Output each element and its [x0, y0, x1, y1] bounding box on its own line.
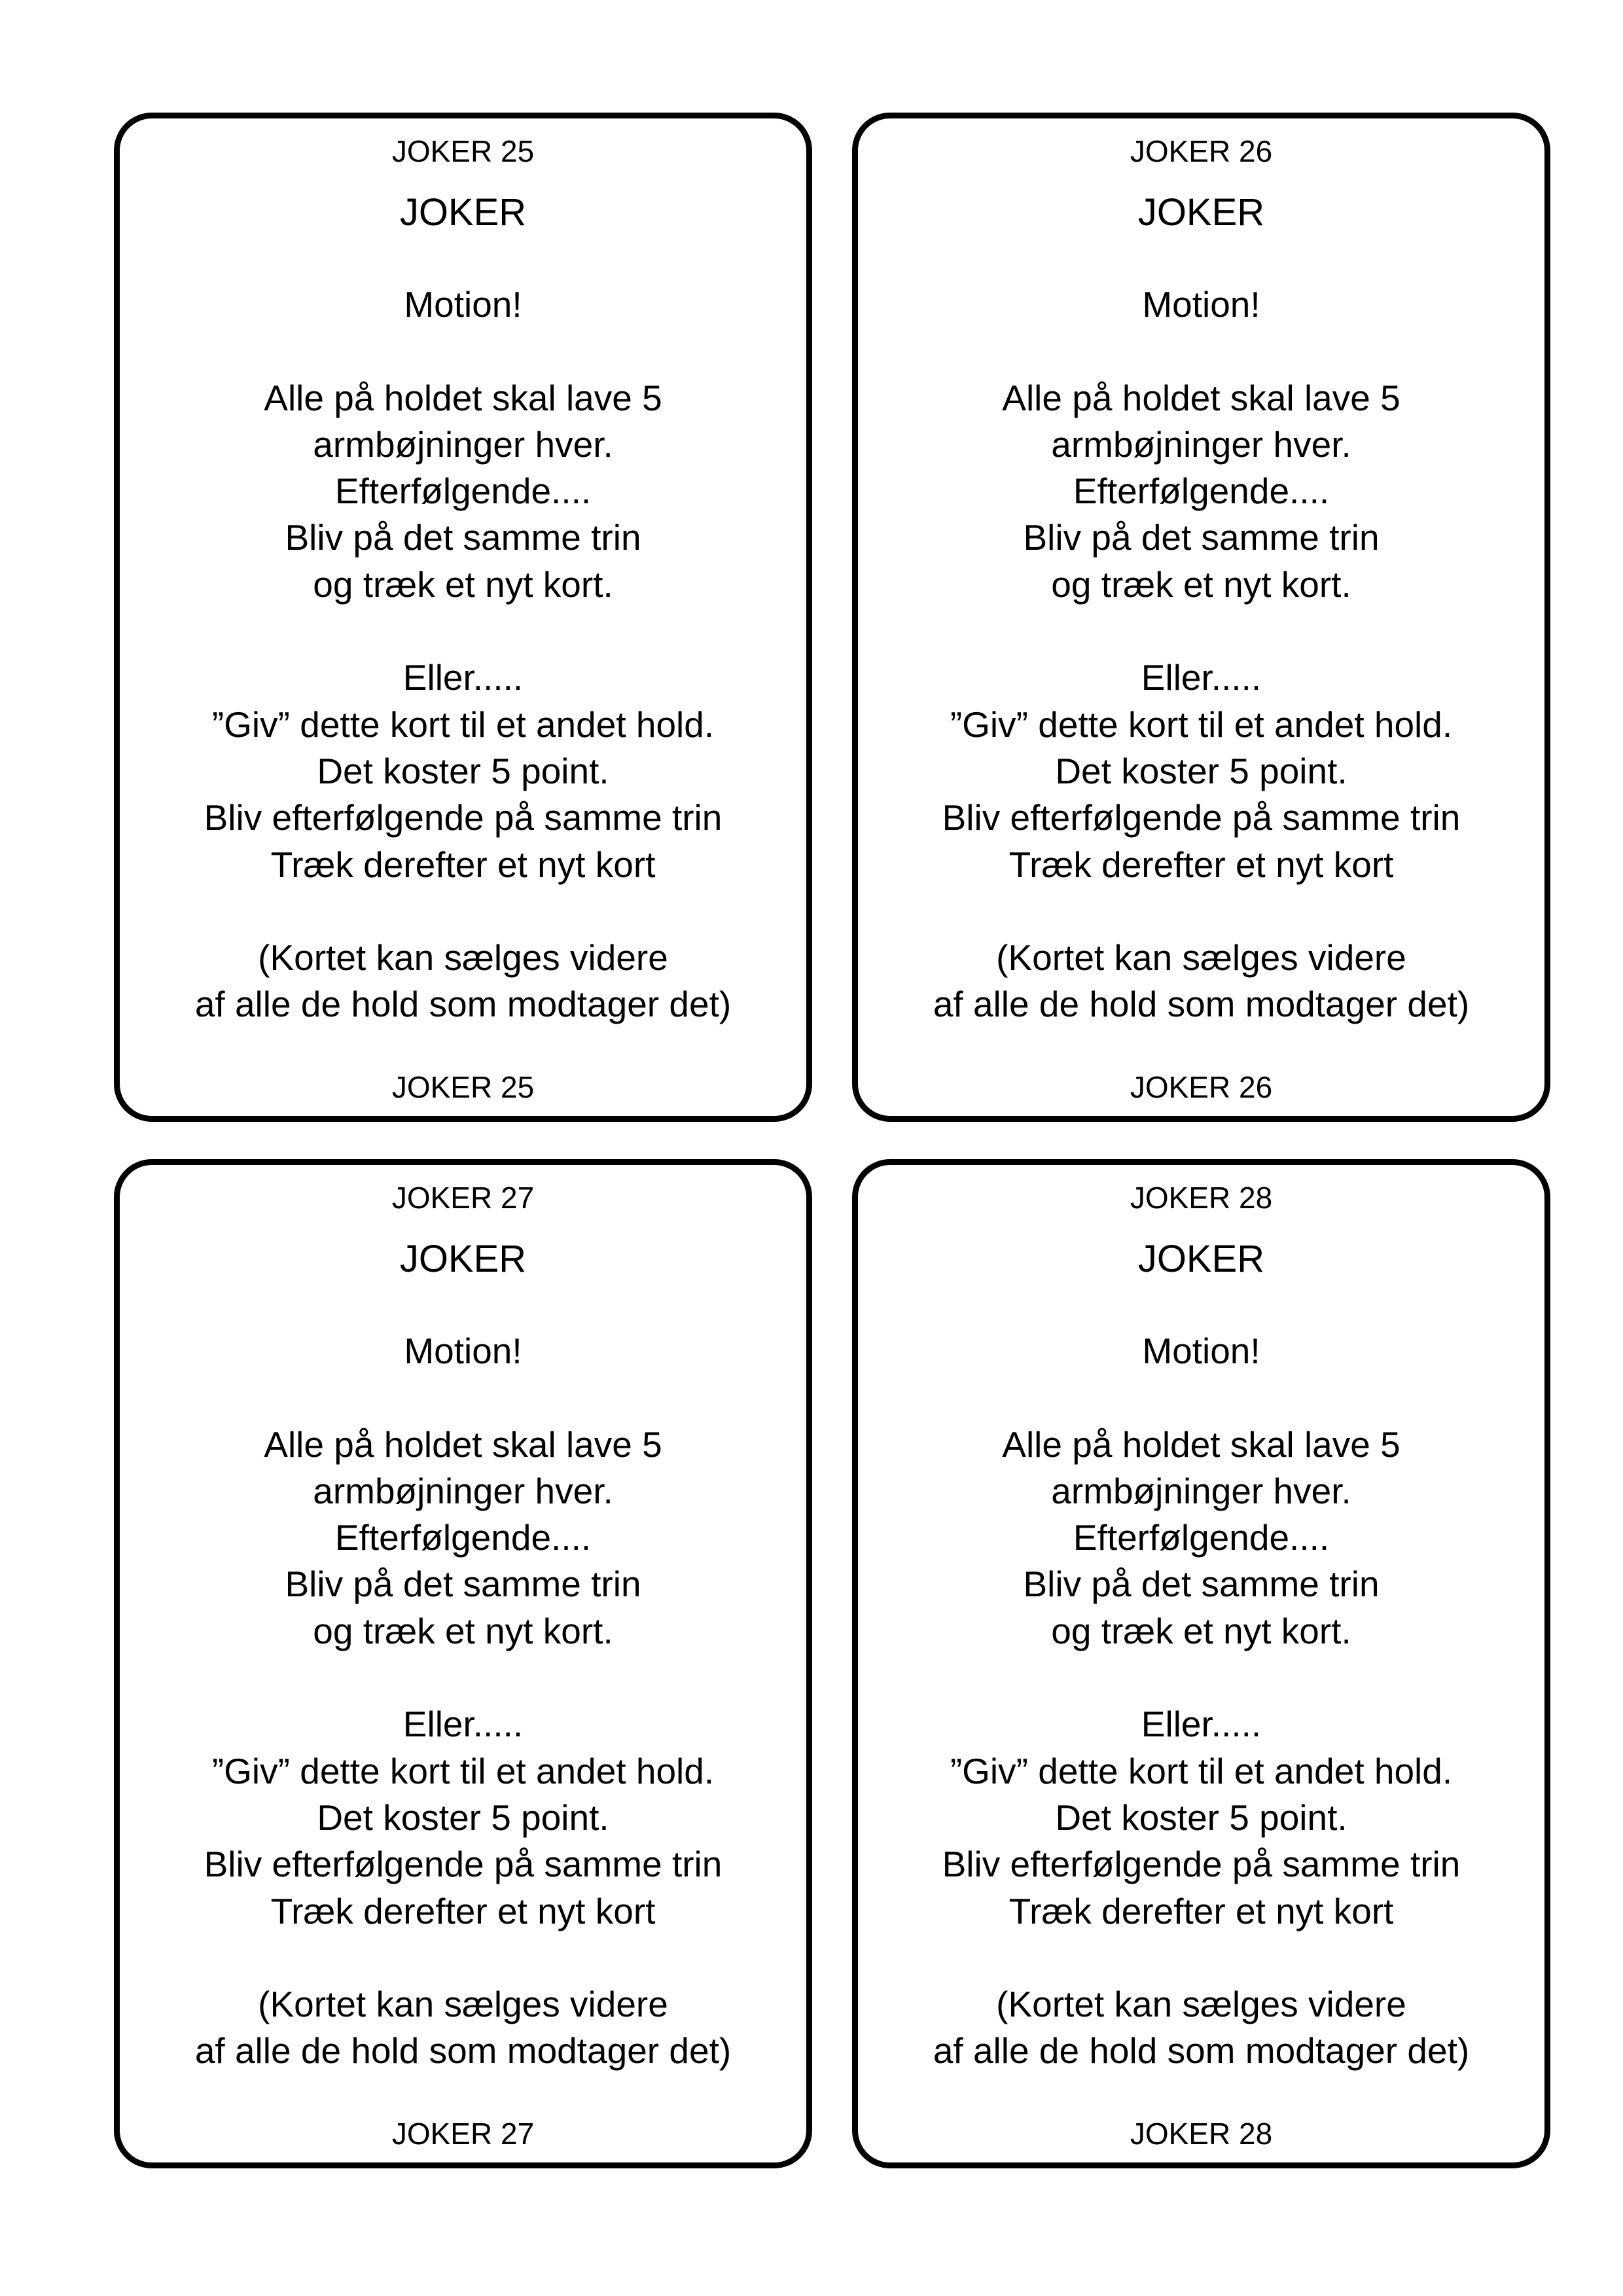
- card-bottom-label: JOKER 27: [391, 2117, 535, 2151]
- joker-card-25: [114, 113, 812, 1122]
- card-heading: JOKER: [399, 191, 527, 234]
- card-line: Alle på holdet skal lave 5: [1002, 1424, 1400, 1465]
- card-line: Eller.....: [402, 1704, 524, 1745]
- card-line: af alle de hold som modtager det): [194, 984, 732, 1025]
- card-body: [120, 281, 806, 1028]
- card-line: Træk derefter et nyt kort: [1008, 844, 1394, 885]
- card-line: Bliv efterfølgende på samme trin: [204, 1844, 722, 1885]
- card-line: af alle de hold som modtager det): [194, 2030, 732, 2072]
- card-line: Alle på holdet skal lave 5: [1002, 377, 1400, 418]
- card-body: [858, 281, 1544, 1028]
- card-line: Træk derefter et nyt kort: [270, 844, 656, 885]
- card-heading: JOKER: [1137, 191, 1265, 234]
- card-heading: JOKER: [1137, 1238, 1265, 1280]
- card-line: [858, 1935, 1544, 1981]
- card-line: Motion!: [404, 284, 522, 325]
- card-line: og træk et nyt kort.: [313, 1610, 613, 1651]
- joker-card-27: [114, 1159, 812, 2168]
- card-line: Efterfølgende....: [334, 471, 592, 512]
- card-line: [120, 328, 806, 374]
- card-line: Motion!: [1142, 284, 1260, 325]
- card-line: (Kortet kan sælges videre: [258, 937, 668, 978]
- card-line: Eller.....: [1141, 1704, 1262, 1745]
- card-line: Bliv efterfølgende på samme trin: [204, 797, 722, 838]
- card-line: ”Giv” dette kort til et andet hold.: [950, 704, 1453, 745]
- card-top-label: JOKER 27: [391, 1181, 535, 1215]
- card-line: [858, 608, 1544, 655]
- card-line: Bliv på det samme trin: [1023, 517, 1380, 558]
- card-line: ”Giv” dette kort til et andet hold.: [950, 1750, 1453, 1791]
- card-line: Bliv efterfølgende på samme trin: [942, 797, 1461, 838]
- card-bottom-label: JOKER 25: [391, 1070, 535, 1104]
- card-line: ”Giv” dette kort til et andet hold.: [211, 704, 715, 745]
- card-line: Bliv på det samme trin: [1023, 1564, 1380, 1605]
- card-line: armbøjninger hver.: [313, 423, 613, 465]
- card-line: [858, 1655, 1544, 1701]
- card-line: Træk derefter et nyt kort: [1008, 1890, 1394, 1931]
- card-line: Eller.....: [1141, 657, 1262, 698]
- card-line: og træk et nyt kort.: [1051, 1610, 1351, 1651]
- card-line: Det koster 5 point.: [1055, 750, 1347, 791]
- card-top-label: JOKER 26: [1130, 134, 1273, 168]
- card-line: armbøjninger hver.: [1051, 423, 1351, 465]
- card-line: Eller.....: [402, 657, 524, 698]
- card-line: Bliv på det samme trin: [285, 1564, 641, 1605]
- card-body: [120, 1328, 806, 2075]
- card-line: Efterfølgende....: [334, 1517, 592, 1558]
- card-line: af alle de hold som modtager det): [933, 984, 1470, 1025]
- card-line: [120, 1655, 806, 1701]
- card-line: af alle de hold som modtager det): [933, 2030, 1470, 2072]
- card-line: armbøjninger hver.: [313, 1470, 613, 1511]
- card-top-label: JOKER 25: [391, 134, 535, 168]
- card-line: Alle på holdet skal lave 5: [264, 1424, 662, 1465]
- card-line: Det koster 5 point.: [317, 1797, 609, 1838]
- card-line: Bliv efterfølgende på samme trin: [942, 1844, 1461, 1885]
- card-line: (Kortet kan sælges videre: [996, 1984, 1406, 2025]
- card-line: [120, 608, 806, 655]
- card-line: Alle på holdet skal lave 5: [264, 377, 662, 418]
- card-heading: JOKER: [399, 1238, 527, 1280]
- card-line: Det koster 5 point.: [317, 750, 609, 791]
- card-line: Motion!: [404, 1331, 522, 1371]
- card-bottom-label: JOKER 28: [1130, 2117, 1273, 2151]
- card-line: Træk derefter et nyt kort: [270, 1890, 656, 1931]
- card-line: armbøjninger hver.: [1051, 1470, 1351, 1511]
- card-line: [120, 888, 806, 935]
- joker-card-26: [852, 113, 1550, 1122]
- card-bottom-label: JOKER 26: [1130, 1070, 1273, 1104]
- card-line: Efterfølgende....: [1073, 471, 1330, 512]
- card-body: [858, 1328, 1544, 2075]
- card-line: ”Giv” dette kort til et andet hold.: [211, 1750, 715, 1791]
- card-top-label: JOKER 28: [1130, 1181, 1273, 1215]
- card-line: (Kortet kan sælges videre: [258, 1984, 668, 2025]
- card-line: [858, 1374, 1544, 1421]
- card-line: [858, 888, 1544, 935]
- card-line: [120, 1935, 806, 1981]
- card-line: Bliv på det samme trin: [285, 517, 641, 558]
- card-line: og træk et nyt kort.: [1051, 564, 1351, 605]
- card-line: Motion!: [1142, 1331, 1260, 1371]
- card-line: [858, 328, 1544, 374]
- card-line: Det koster 5 point.: [1055, 1797, 1347, 1838]
- card-line: og træk et nyt kort.: [313, 564, 613, 605]
- card-line: [120, 1374, 806, 1421]
- joker-card-28: [852, 1159, 1550, 2168]
- card-line: (Kortet kan sælges videre: [996, 937, 1406, 978]
- card-line: Efterfølgende....: [1073, 1517, 1330, 1558]
